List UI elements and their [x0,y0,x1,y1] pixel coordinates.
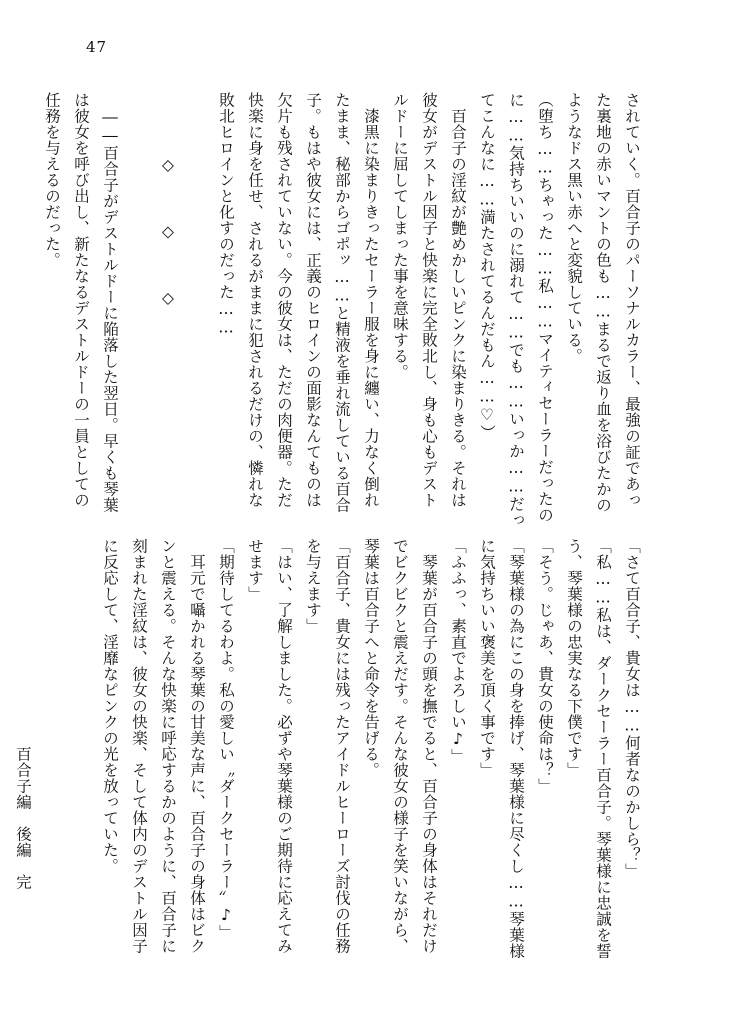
text-column: 漆黒に染まりきったセーラー服を身に纏い、力なく倒れ [362,92,380,508]
text-column: 百合子編 後編 完 [14,538,32,890]
page-number: 47 [86,38,108,56]
text-column: 欠片も残されていない。今の彼女は、ただの肉便器。ただ [275,92,293,508]
text-column: に気持ちいい褒美を頂く事です」 [478,538,496,778]
text-column: 快楽に身を任せ、されるがままに犯されるだけの、憐れな [246,92,264,508]
text-column: 「そう。じゃあ、貴女の使命は？」 [536,538,554,794]
text-column: は彼女を呼び出し、新たなるデストルドーの一員としての [72,92,90,508]
upper-text-block [43,92,641,528]
text-column: たまま、秘部からゴポッ……と精液を垂れ流している百合 [333,92,351,513]
text-column: （堕ち……ちゃった……私……マイティセーラーだったの [536,92,554,523]
text-column: 「琴葉様の為にこの身を捧げ、琴葉様に尽くし……琴葉様 [507,538,525,959]
text-column: 「ふふっ、素直でよろしい♪」 [449,538,467,765]
text-column: 彼女がデストル因子と快楽に完全敗北し、身も心もデスト [420,92,438,508]
text-column: 「期待してるわよ。私の愛しい〝ダークセーラー〟♪」 [217,538,235,941]
text-column: 子。もはや彼女には、正義のヒロインの面影なんてものは [304,92,322,508]
text-column: う、琴葉様の忠実なる下僕です」 [565,538,583,778]
text-column: 任務を与えるのだった。 [43,92,61,268]
text-column: ◇ ◇ ◇ [159,92,177,308]
text-column: ンと震える。そんな快楽に呼応するかのように、百合子に [159,538,177,954]
text-column: に……気持ちいいのに溺れて……でも……いっか……だっ [507,92,525,528]
text-column: 「私……私は、ダークセーラー百合子。琴葉様に忠誠を誓 [594,538,612,959]
text-column: せます」 [246,538,264,602]
text-column: てこんなに……満たされてるんだもん……♡） [478,92,496,441]
text-column: 琴葉は百合子へと命令を告げる。 [362,538,380,778]
text-column: 「百合子、貴女には残ったアイドルヒーローズ討伐の任務 [333,538,351,954]
text-column: 刻まれた淫紋は、彼女の快楽、そして体内のデストル因子 [130,538,148,954]
text-column: 琴葉が百合子の頭を撫でると、百合子の身体はそれだけ [420,538,438,954]
text-column [175,92,204,504]
text-column: 百合子の淫紋が艶めかしいピンクに染まりきる。それは [449,92,467,508]
text-column [117,92,146,504]
text-column: 敗北ヒロインと化すのだった…… [217,92,235,337]
lower-text-block [14,538,641,959]
text-column: ようなドス黒い赤へと変貌している。 [565,92,583,364]
text-column: に反応して、淫靡なピンクの光を放っていた。 [101,538,119,874]
text-column [59,538,88,950]
text-column: ルドーに屈してしまった事を意味する。 [391,92,409,380]
text-column: 「さて百合子、貴女は……何者なのかしら？」 [623,538,641,879]
text-column: 「はい、了解しました。必ずや琴葉様のご期待に応えてみ [275,538,293,954]
text-column: されていく。百合子のパーソナルカラー、最強の証であっ [623,92,641,508]
text-column: た裏地の赤いマントの色も……まるで返り血を浴びたかの [594,92,612,513]
text-column: 耳元で囁かれる琴葉の甘美な声に、百合子の身体はビク [188,538,206,954]
text-column: でビクビクと震えだす。そんな彼女の様子を笑いながら、 [391,538,409,954]
text-column [30,538,59,950]
text-column: ――百合子がデストルドーに陥落した翌日。早くも琴葉 [101,92,119,513]
text-column: を与えます」 [304,538,322,634]
